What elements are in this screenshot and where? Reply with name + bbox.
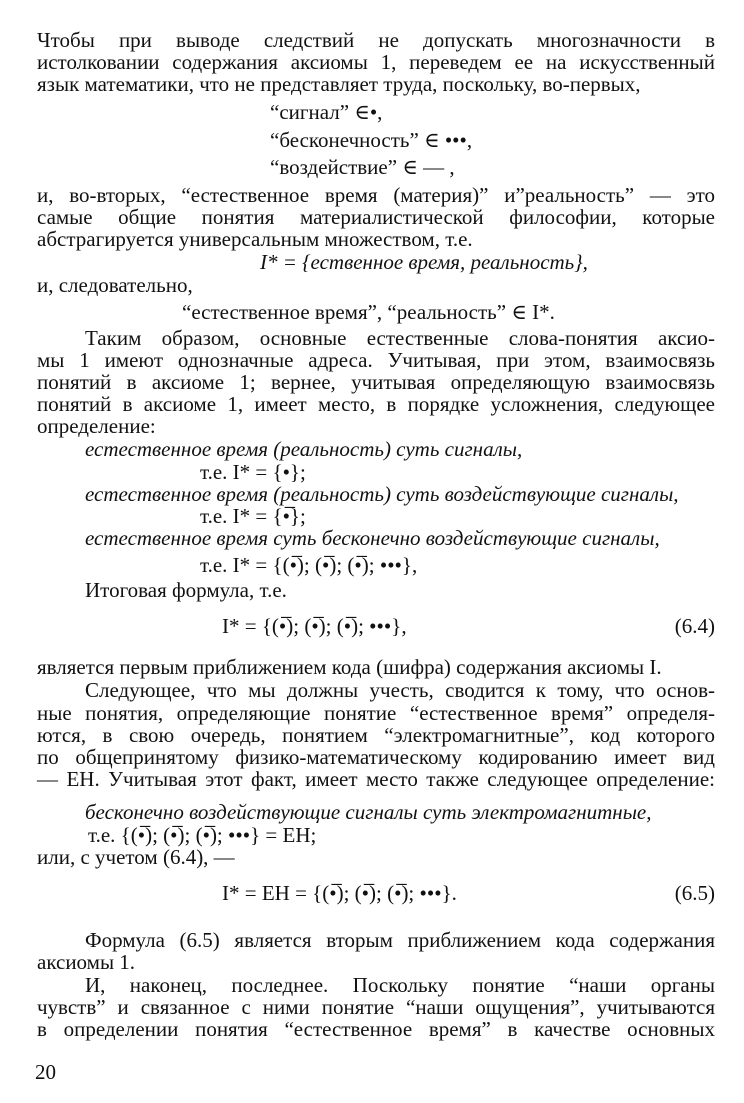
definition-line: бесконечно воздействующие сигналы суть электромагнитные, [85, 800, 652, 824]
formula-line: “сигнал” ∈•, [270, 100, 383, 124]
equation: I* = {(•̅); (•̅); (•̅); •••}, [222, 614, 407, 638]
text-line: Чтобы при выводе следствий не допускать многозначности в [37, 28, 715, 52]
text-line: понятий в аксиоме 1; вернее, учитывая определяющую взаимосвязь [37, 370, 715, 394]
equation-number: (6.5) [674, 881, 715, 905]
text-line: истолковании содержания аксиомы 1, переведем ее на искусственный [37, 50, 715, 74]
text-line: Формула (6.5) является вторым приближением кода содержания [85, 928, 715, 952]
text-line: по общепринятому физико-математическому кодированию имеет вид [37, 745, 715, 769]
text-line: понятий в аксиоме 1, имеет место, в порядке усложнения, следующее [37, 392, 715, 416]
text-line: ные понятия, определяющие понятие “естественное время” определя- [37, 701, 715, 725]
formula-line: т.е. I* = {•}; [200, 460, 306, 484]
definition-line: естественное время (реальность) суть сигналы, [85, 437, 523, 461]
text-line: мы 1 имеют однозначные адреса. Учитывая, при этом, взаимосвязь [37, 348, 715, 372]
definition-line: естественное время (реальность) суть воздействующие сигналы, [85, 482, 679, 506]
text-line: или, с учетом (6.4), — [37, 845, 235, 869]
definition-line: естественное время суть бесконечно воздействующие сигналы, [85, 526, 660, 550]
equation-6-5 [37, 881, 715, 905]
text-line: в определении понятия “естественное время” в качестве основных [37, 1017, 715, 1041]
formula-line: I* = {ественное время, реальность}, [260, 250, 588, 274]
equation: I* = EH = {(•̅); (•̅); (•̅); •••}. [222, 881, 457, 905]
text-line: И, наконец, последнее. Поскольку понятие “наши органы [85, 973, 715, 997]
text-line: абстрагируется универсальным множеством, т.е. [37, 227, 473, 251]
text-line: язык математики, что не представляет труда, поскольку, во-первых, [37, 72, 641, 96]
text-line: и, следовательно, [37, 273, 193, 297]
formula-line: т.е. I* = {(•̅); (•̅); (•̅); •••}, [200, 553, 418, 577]
text-line: чувств” и связанное с ними понятие “наши ощущения”, учитываются [37, 995, 715, 1019]
text-line: Таким образом, основные естественные слова-понятия аксио- [85, 326, 715, 350]
text-line: аксиомы 1. [37, 950, 136, 974]
formula-line: т.е. {(•̅); (•̅); (•̅); •••} = EH; [88, 823, 317, 847]
formula-line: “воздействие” ∈ — , [270, 155, 455, 179]
text-line: — EH. Учитывая этот факт, имеет место также следующее определение: [37, 767, 715, 791]
formula-line: “естественное время”, “реальность” ∈ I*. [182, 300, 555, 324]
text-line: является первым приближением кода (шифра) содержания аксиомы I. [37, 655, 662, 679]
text-line: Итоговая формула, т.е. [85, 578, 287, 602]
formula-line: т.е. I* = {•̅}; [200, 504, 306, 528]
text-line: Следующее, что мы должны учесть, сводится к тому, что основ- [85, 678, 715, 702]
page-number: 20 [35, 1060, 56, 1084]
equation-number: (6.4) [674, 614, 715, 638]
text-line: самые общие понятия материалистической философии, которые [37, 205, 715, 229]
text-line: и, во-вторых, “естественное время (материя)” и”реальность” — это [37, 183, 715, 207]
formula-line: “бесконечность” ∈ •••, [270, 128, 473, 152]
text-line: определение: [37, 414, 156, 438]
equation-6-4 [37, 614, 715, 638]
text-line: ются, в свою очередь, понятием “электромагнитные”, код которого [37, 723, 715, 747]
